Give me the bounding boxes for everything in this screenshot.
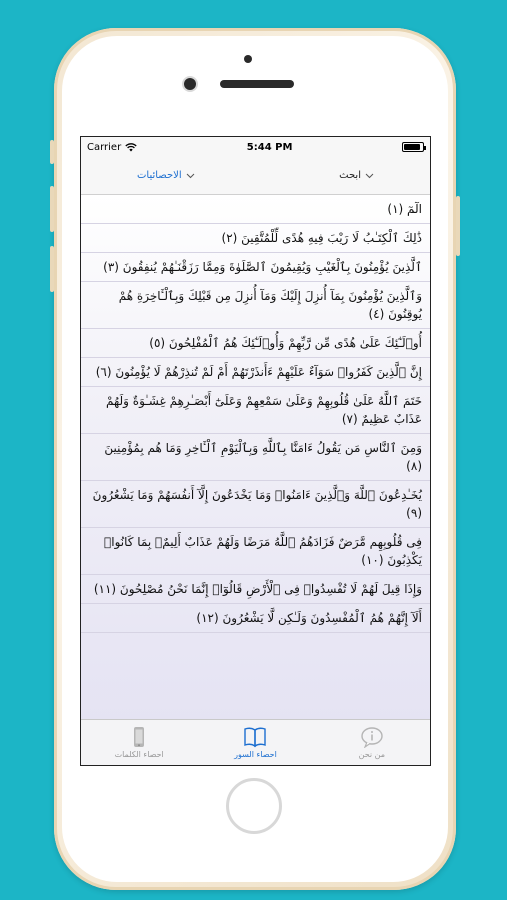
volume-down-button [50,246,54,292]
verse-row[interactable]: الٓمٓ (١) [81,195,430,224]
tab-surah-count[interactable] [205,726,305,759]
search-menu-button[interactable] [339,170,374,181]
app-screen [80,136,431,766]
mute-switch [50,140,54,164]
clock: 5:44 PM [246,141,293,153]
earpiece-speaker [220,80,294,88]
search-label: ابحث [339,170,361,181]
verse-row[interactable]: إِنَّ ٱلَّذِينَ كَفَرُوا۟ سَوَآءٌ عَلَيْهِمْ ءَأَنذَرْتَهُمْ أَمْ لَمْ تُنذِرْهُمْ لَا يُؤْمِنُونَ (٦) [81,358,430,387]
verse-list[interactable] [81,195,430,721]
verse-row[interactable]: أَلَآ إِنَّهُمْ هُمُ ٱلْمُفْسِدُونَ وَلَـٰكِن لَّا يَشْعُرُونَ (١٢) [81,604,430,633]
status-bar [81,137,430,157]
tab-word-count[interactable] [89,726,189,759]
front-camera [184,78,196,90]
tab-about-label: من نحن [358,750,386,759]
book-icon [243,726,267,748]
proximity-sensor [244,55,252,63]
verse-row[interactable]: فِى قُلُوبِهِم مَّرَضٌ فَزَادَهُمُ ٱللَّهُ مَرَضًا وَلَهُمْ عَذَابٌ أَلِيمٌۢ بِمَا كَانُوا۟ يَكْذِبُونَ (١٠) [81,528,430,575]
verse-row[interactable]: يُخَـٰدِعُونَ ٱللَّهَ وَٱلَّذِينَ ءَامَنُوا۟ وَمَا يَخْدَعُونَ إِلَّآ أَنفُسَهُمْ وَمَا يَشْعُرُونَ (٩) [81,481,430,528]
stats-menu-button[interactable] [137,170,195,181]
battery-level [404,144,420,150]
verse-row[interactable]: خَتَمَ ٱللَّهُ عَلَىٰ قُلُوبِهِمْ وَعَلَىٰ سَمْعِهِمْ وَعَلَىٰٓ أَبْصَـٰرِهِمْ غِشَـٰوَةٌ وَلَهُمْ عَذَابٌ عَظِيمٌ (٧) [81,387,430,434]
volume-up-button [50,186,54,232]
tab-word-count-label: احصاء الكلمات [114,750,164,759]
verse-row[interactable]: ذَٰلِكَ ٱلْكِتَـٰبُ لَا رَيْبَ فِيهِ هُدًى لِّلْمُتَّقِينَ (٢) [81,224,430,253]
verse-row[interactable]: وَمِنَ ٱلنَّاسِ مَن يَقُولُ ءَامَنَّا بِٱللَّهِ وَبِٱلْيَوْمِ ٱلْـَٔاخِرِ وَمَا هُم بِمُؤْمِنِينَ (٨) [81,434,430,481]
tab-bar [81,719,430,765]
phone-icon [127,726,151,748]
top-navigation [81,157,430,195]
info-bubble-icon [360,726,384,748]
battery-icon [402,142,424,152]
stats-label: الاحصائيات [137,170,182,181]
verse-row[interactable]: أُو۟لَـٰٓئِكَ عَلَىٰ هُدًى مِّن رَّبِّهِمْ وَأُو۟لَـٰٓئِكَ هُمُ ٱلْمُفْلِحُونَ (٥) [81,329,430,358]
home-button[interactable] [226,778,282,834]
tab-surah-count-label: احصاء السور [234,750,277,759]
chevron-down-icon [186,173,195,179]
carrier-label: Carrier [87,141,122,153]
verse-row[interactable]: وَٱلَّذِينَ يُؤْمِنُونَ بِمَآ أُنزِلَ إِلَيْكَ وَمَآ أُنزِلَ مِن قَبْلِكَ وَبِٱلْـَٔاخِرَةِ هُمْ يُوقِنُونَ (٤) [81,282,430,329]
tab-about[interactable] [322,726,422,759]
wifi-icon [125,143,137,152]
chevron-down-icon [365,173,374,179]
verse-row[interactable]: وَإِذَا قِيلَ لَهُمْ لَا تُفْسِدُوا۟ فِى ٱلْأَرْضِ قَالُوٓا۟ إِنَّمَا نَحْنُ مُصْلِحُونَ (١١) [81,575,430,604]
verse-row[interactable]: ٱلَّذِينَ يُؤْمِنُونَ بِٱلْغَيْبِ وَيُقِيمُونَ ٱلصَّلَوٰةَ وَمِمَّا رَزَقْنَـٰهُمْ يُنفِقُونَ (٣) [81,253,430,282]
power-button [456,196,460,256]
